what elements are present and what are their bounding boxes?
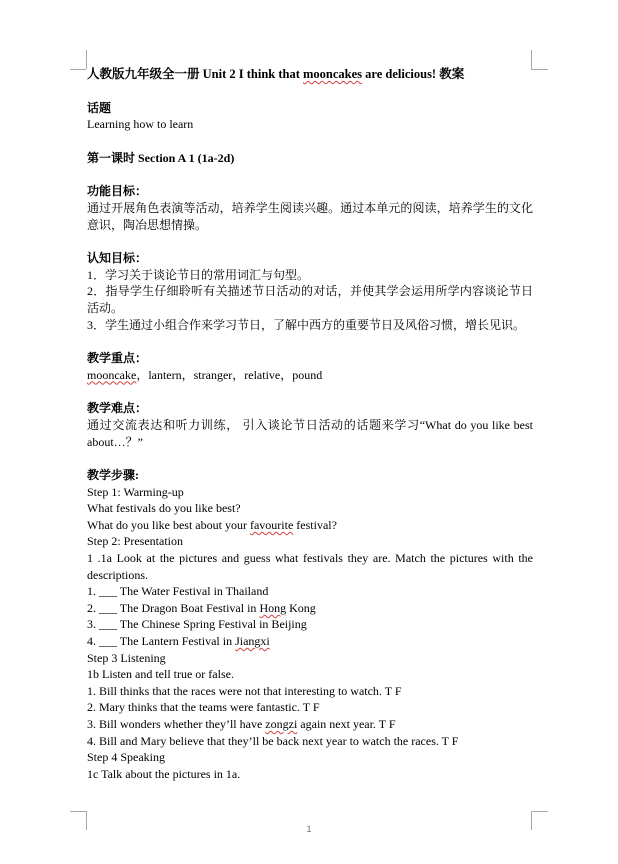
match-item: 3. ___ The Chinese Spring Festival in Beijing: [87, 617, 307, 632]
key-points-text: mooncake，lantern，stranger，relative，pound: [87, 367, 323, 382]
step-text: What festivals do you like best?: [87, 501, 241, 516]
spellcheck-word: Hong: [259, 600, 287, 615]
corner-mark-bottom-left: [70, 811, 86, 812]
corner-mark-top-left: [70, 69, 86, 70]
step-title: Step 3 Listening: [87, 650, 166, 665]
step-text: What do you like best about your favourite festival?: [87, 517, 337, 532]
true-false-item: 1. Bill thinks that the races were not that interesting to watch. T F: [87, 683, 402, 698]
corner-mark-top-right: [531, 69, 548, 70]
spellcheck-word: zongzi: [265, 717, 298, 731]
step-text: 1b Listen and tell true or false.: [87, 667, 234, 682]
key-points-heading: 教学重点：: [87, 351, 148, 366]
function-goals-text: 通过开展角色表演等活动，培养学生阅读兴趣。通过本单元的阅读，培养学生的文化意识，陶冶思想情操。: [87, 200, 533, 232]
match-item: 1. ___ The Water Festival in Thailand: [87, 584, 269, 599]
true-false-item: 3. Bill wonders whether they’ll have zongzi again next year. T F: [87, 717, 396, 731]
difficulties-heading: 教学难点：: [87, 401, 148, 416]
cognitive-goal-item: 2．指导学生仔细聆听有关描述节日活动的对话，并使其学会运用所学内容谈论节日活动。: [87, 284, 533, 315]
match-item: 4. ___ The Lantern Festival in Jiangxi: [87, 634, 270, 649]
steps-heading: 教学步骤:: [87, 468, 139, 483]
topic-heading: 话题: [87, 100, 112, 115]
step-title: Step 4 Speaking: [87, 750, 165, 765]
cognitive-goal-item: 3．学生通过小组合作来学习节日，了解中西方的重要节日及风俗习惯，增长见识。: [87, 317, 526, 332]
spellcheck-word: mooncake: [87, 367, 137, 382]
topic-text: Learning how to learn: [87, 117, 194, 132]
spellcheck-word: Jiangxi: [235, 634, 270, 649]
step-title: Step 2: Presentation: [87, 534, 183, 549]
step-title: Step 1: Warming-up: [87, 484, 184, 499]
cognitive-goal-item: 1．学习关于谈论节日的常用词汇与句型。: [87, 267, 310, 282]
function-goals-heading: 功能目标：: [87, 184, 148, 199]
corner-mark-bottom-right: [531, 811, 548, 812]
true-false-item: 4. Bill and Mary believe that they’ll be back next year to watch the races. T F: [87, 733, 459, 748]
document-title: 人教版九年级全一册 Unit 2 I think that mooncakes are delicious! 教案: [87, 67, 465, 81]
spellcheck-word: mooncakes: [303, 67, 363, 81]
spellcheck-word: favourite: [249, 517, 294, 532]
page-number: 1: [306, 824, 312, 834]
cognitive-goals-heading: 认知目标：: [87, 251, 148, 266]
match-item: 2. ___ The Dragon Boat Festival in Hong Kong: [87, 600, 316, 615]
step-text: 1 .1a Look at the pictures and guess what festivals they are. Match the pictures with the descriptions.: [87, 551, 533, 582]
difficulties-text: 通过交流表达和听力训练， 引入谈论节日活动的话题来学习“What do you like best about…？”: [87, 417, 533, 449]
true-false-item: 2. Mary thinks that the teams were fantastic. T F: [87, 700, 320, 715]
lesson-heading: 第一课时 Section A 1 (1a-2d): [87, 150, 235, 165]
step-text: 1c Talk about the pictures in 1a.: [87, 766, 241, 781]
document-body[interactable]: [87, 66, 533, 782]
